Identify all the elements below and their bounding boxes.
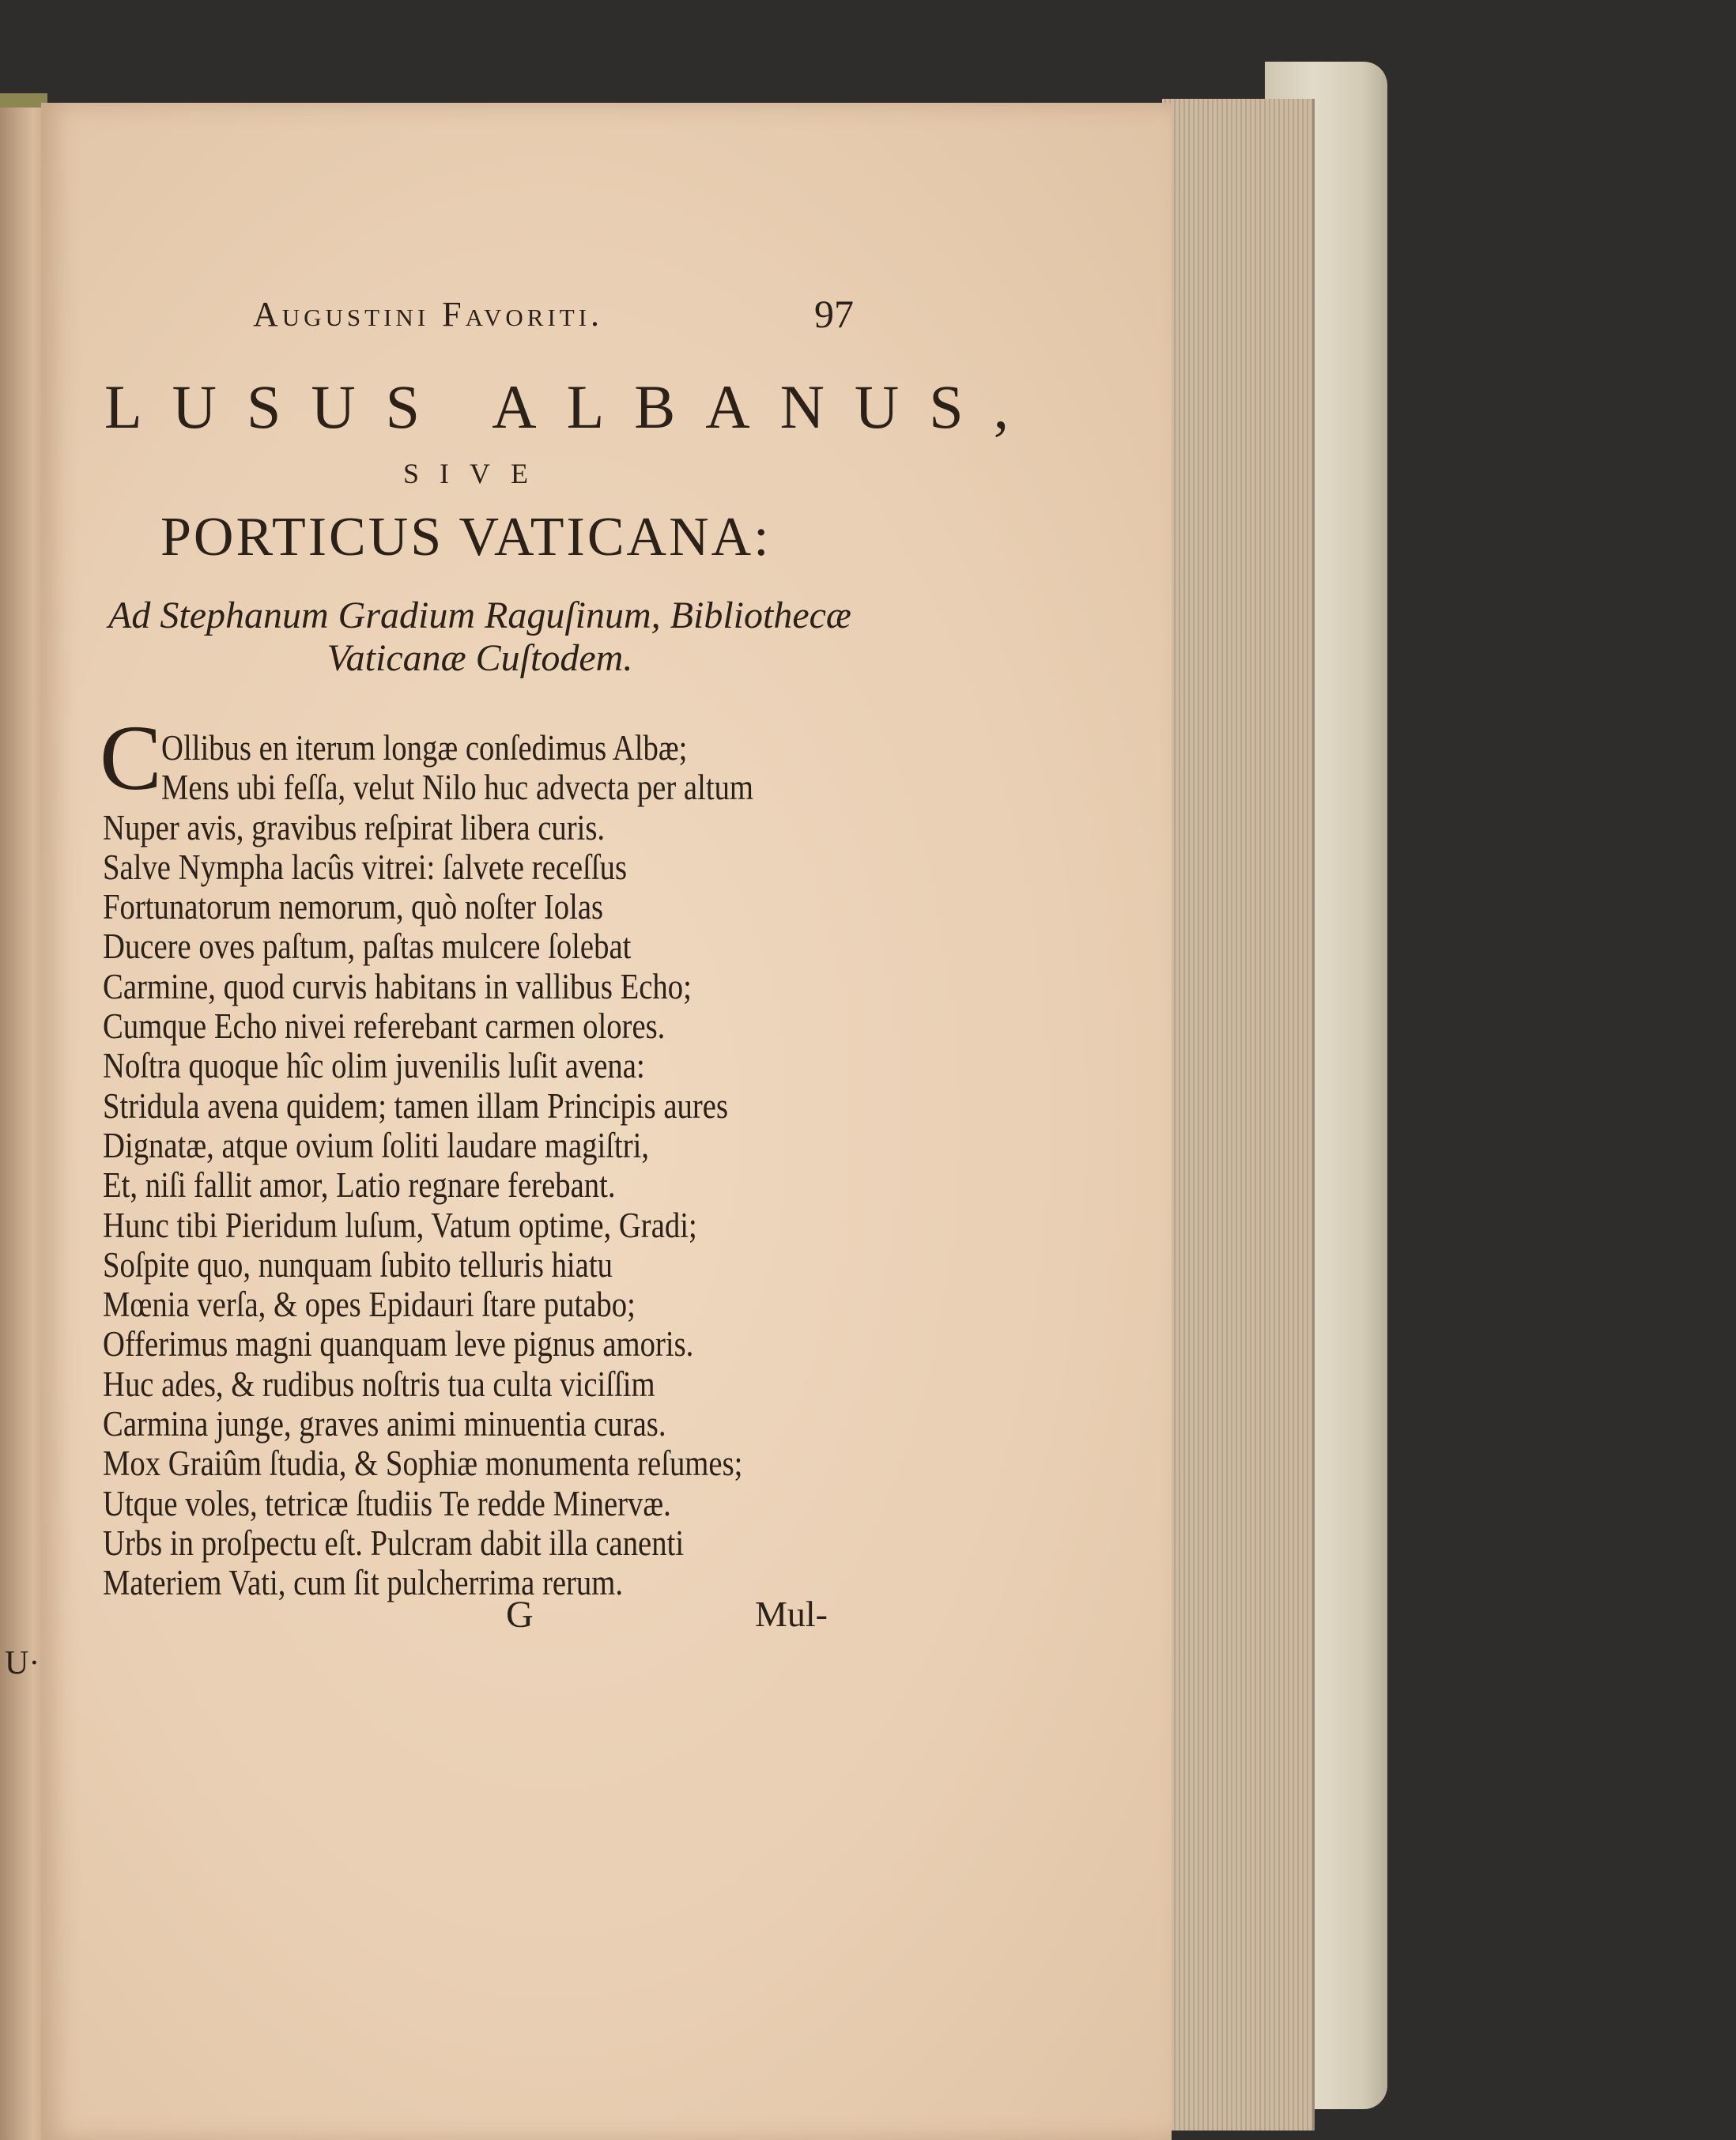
- page-number: 97: [814, 292, 854, 336]
- page-fore-edge: [1162, 99, 1315, 2131]
- poem-line: Stridula avena quidem; tamen illam Principis aures: [103, 1085, 729, 1126]
- signature-mark: G: [506, 1594, 534, 1636]
- spine-thread: [0, 93, 47, 108]
- poem-line: Ollibus en iterum longæ conſedimus Albæ;: [161, 728, 688, 768]
- poem-title: LUSUS ALBANUS,: [104, 372, 1040, 441]
- dedication: [0, 594, 960, 680]
- poem-line: Dignatæ, atque ovium ſoliti laudare magiſtri,: [103, 1125, 650, 1165]
- poem-line: Mox Graiûm ſtudia, & Sophiæ monumenta reſumes;: [103, 1444, 743, 1484]
- poem-line: Materiem Vati, cum ſit pulcherrima rerum.: [103, 1563, 624, 1603]
- poem-line: Offerimus magni quanquam leve pignus amoris.: [103, 1324, 694, 1364]
- poem-line: Noſtra quoque hîc olim juvenilis luſit avena:: [103, 1046, 645, 1086]
- poem-line: Hunc tibi Pieridum luſum, Vatum optime, Gradi;: [103, 1205, 697, 1245]
- poem-line: Mens ubi feſſa, velut Nilo huc advecta per altum: [161, 768, 754, 808]
- title-connector: SIVE: [403, 458, 549, 489]
- poem-line: Cumque Echo nivei referebant carmen olores.: [103, 1006, 666, 1047]
- left-page-edge: [0, 107, 47, 2140]
- poem-line: Salve Nympha lacûs vitrei: ſalvete receſſus: [103, 847, 628, 887]
- catchword: Mul-: [755, 1594, 828, 1634]
- drop-cap: C: [100, 706, 162, 810]
- poem-line: Carmina junge, graves animi minuentia curas.: [103, 1404, 666, 1444]
- dedication-line: Ad Stephanum Gradium Raguſinum, Bibliothecæ: [108, 594, 851, 636]
- running-head: Augustini Favoriti.: [253, 295, 604, 334]
- poem-line: Utque voles, tetricæ ſtudiis Te redde Minervæ.: [103, 1483, 671, 1523]
- dedication-line: Vaticanæ Cuſtodem.: [326, 637, 633, 679]
- poem-line: Huc ades, & rudibus noſtris tua culta viciſſim: [103, 1364, 655, 1404]
- poem-line: Soſpite quo, nunquam ſubito telluris hiatu: [103, 1244, 613, 1285]
- poem-line: Nuper avis, gravibus reſpirat libera curis.: [103, 807, 606, 847]
- poem-line: Ducere oves paſtum, paſtas mulcere ſolebat: [103, 927, 632, 967]
- poem-line: Et, niſi fallit amor, Latio regnare ferebant.: [103, 1165, 616, 1206]
- poem-subtitle: PORTICUS VATICANA:: [160, 507, 772, 568]
- left-page-text: U·: [5, 1645, 40, 1681]
- poem-line: Urbs in proſpectu eſt. Pulcram dabit illa canenti: [103, 1523, 685, 1563]
- poem-body: [103, 728, 850, 1603]
- poem-line: Fortunatorum nemorum, quò noſter Iolas: [103, 887, 604, 927]
- poem-line: Mœnia verſa, & opes Epidauri ſtare putabo;: [103, 1285, 636, 1325]
- poem-line: Carmine, quod curvis habitans in vallibus Echo;: [103, 966, 692, 1006]
